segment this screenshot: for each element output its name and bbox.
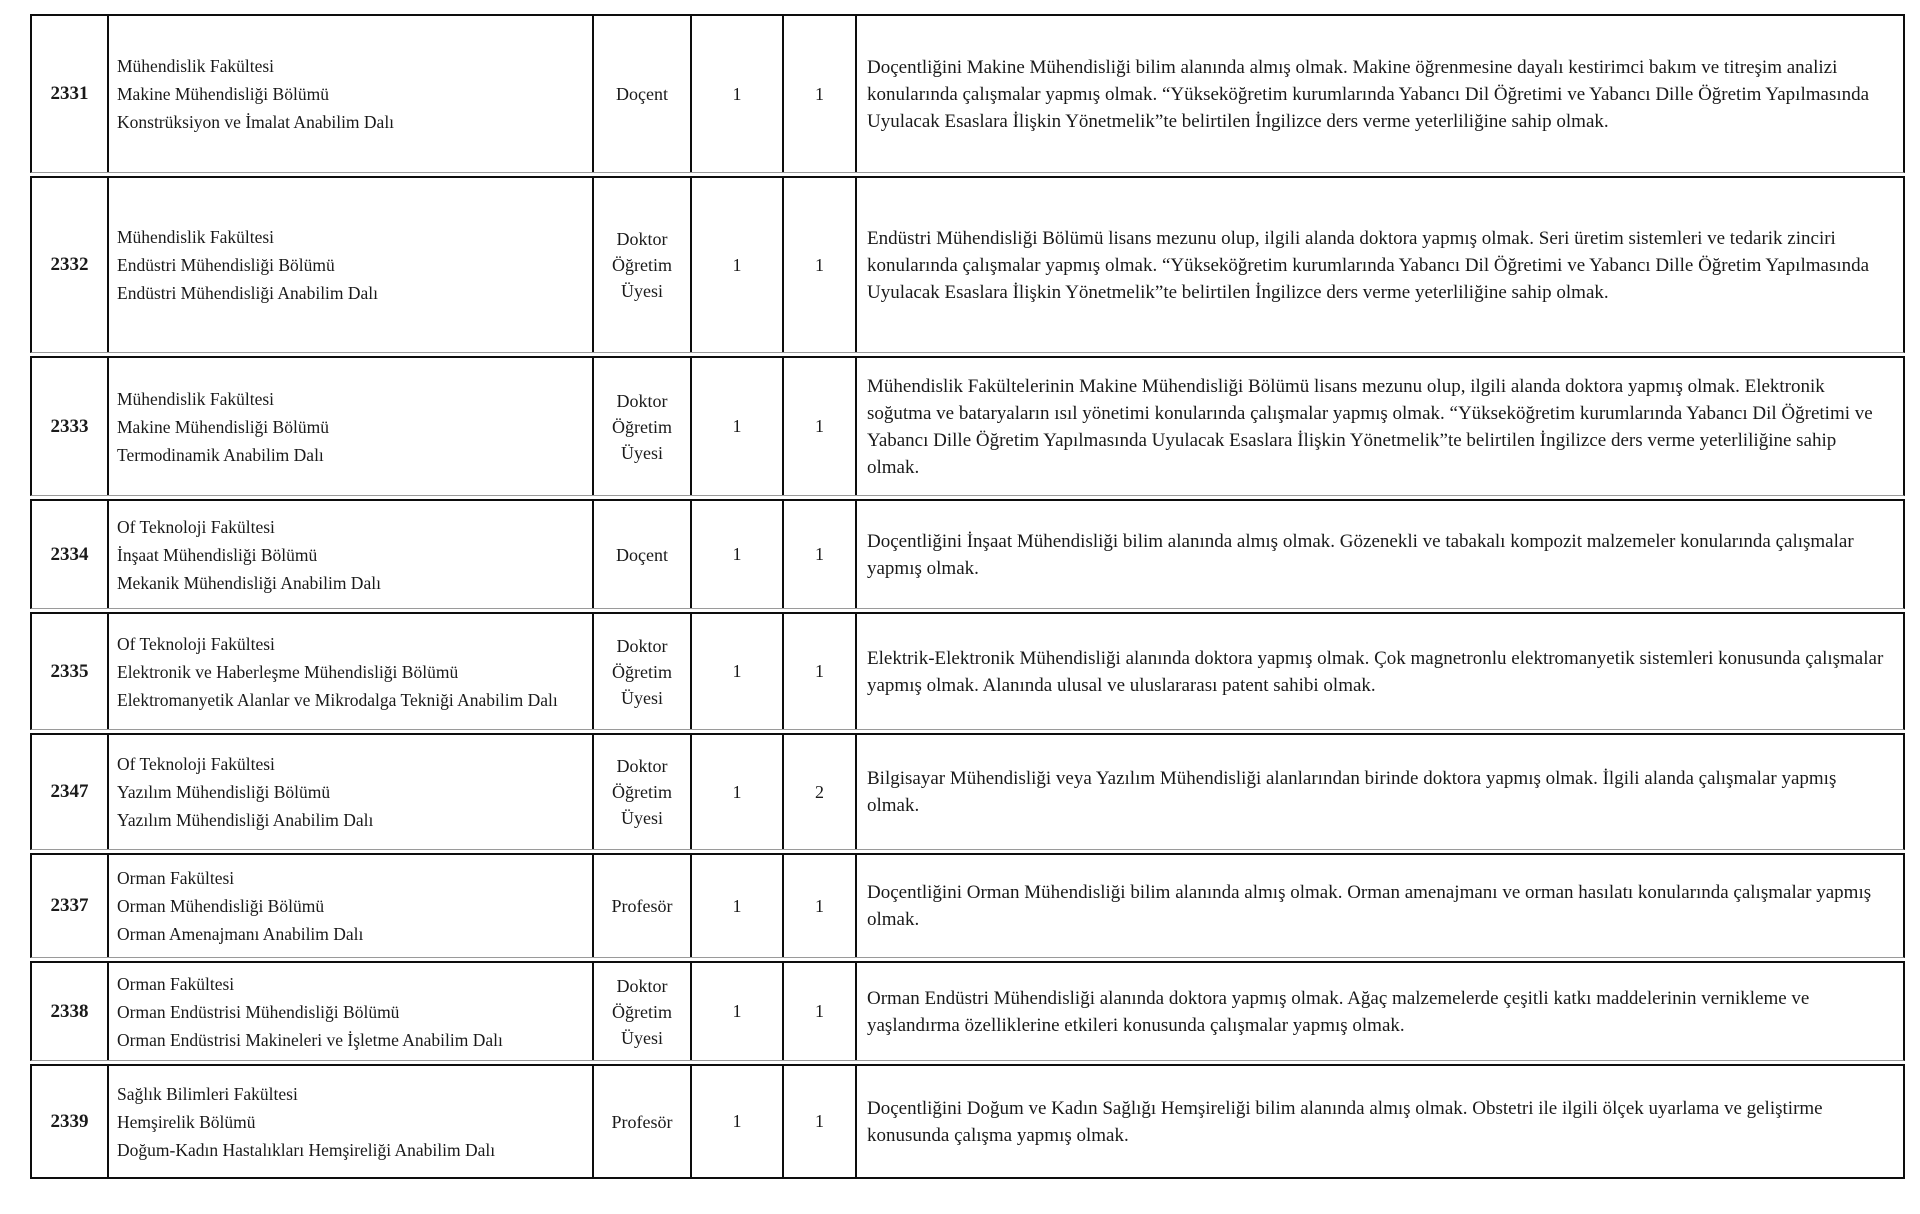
requirements-text: Bilgisayar Mühendisliği veya Yazılım Mühendisliği alanlarından birinde doktora yapmış olmak. İlgili alanda çalışmalar yapmış olmak. (855, 735, 1903, 849)
table-row (30, 612, 1905, 730)
department-name: Orman Mühendisliği Bölümü (117, 896, 325, 916)
number-cell-1: 1 (690, 855, 782, 957)
position-id: 2332 (50, 254, 89, 275)
unit-cell (107, 178, 592, 352)
department-name: Endüstri Mühendisliği Bölümü (117, 255, 335, 275)
number-cell-1: 1 (690, 178, 782, 352)
faculty-name: Of Teknoloji Fakültesi (117, 516, 275, 537)
number-cell-2: 1 (782, 1066, 855, 1177)
number-cell-2: 2 (782, 735, 855, 849)
table-row (30, 14, 1905, 173)
requirements-text: Elektrik-Elektronik Mühendisliği alanında doktora yapmış olmak. Çok magnetronlu elektromanyetik sistemleri konusunda çalışmalar yapmış olmak. Alanında ulusal ve uluslararası patent sahibi olmak. (855, 614, 1903, 729)
number-cell-2: 1 (782, 614, 855, 729)
requirements-text: Doçentliğini Makine Mühendisliği bilim alanında almış olmak. Makine öğrenmesine dayalı kestirimci bakım ve titreşim analizi konularında çalışmalar yapmış olmak. “Yükseköğretim kurumlarında Yabancı Dil Öğretimi ve Yabancı Dille Öğretim Yapılmasında Uyulacak Esaslara İlişkin Yönetmelik”te belirtilen İngilizce ders verme yeterliliğine sahip olmak. (855, 16, 1903, 172)
position-id: 2331 (50, 83, 89, 104)
position-id: 2338 (50, 1000, 89, 1022)
academic-title: Profesör (592, 855, 690, 957)
program-name: Doğum-Kadın Hastalıkları Hemşireliği Anabilim Dalı (117, 1139, 496, 1160)
unit-cell (107, 614, 592, 729)
number-cell-1: 1 (690, 1066, 782, 1177)
number-cell-1: 1 (690, 735, 782, 849)
faculty-name: Mühendislik Fakültesi (117, 227, 275, 247)
table-row (30, 733, 1905, 850)
academic-title: Doktor Öğretim Üyesi (592, 735, 690, 849)
position-id: 2335 (50, 660, 89, 682)
faculty-name: Mühendislik Fakültesi (117, 56, 275, 76)
program-name: Endüstri Mühendisliği Anabilim Dalı (117, 283, 379, 303)
program-name: Termodinamik Anabilim Dalı (117, 444, 324, 465)
faculty-name: Sağlık Bilimleri Fakültesi (117, 1083, 298, 1104)
number-cell-1: 1 (690, 501, 782, 608)
unit-cell (107, 855, 592, 957)
program-name: Yazılım Mühendisliği Anabilim Dalı (117, 810, 374, 830)
number-cell-2: 1 (782, 855, 855, 957)
number-cell-2: 1 (782, 963, 855, 1060)
position-id: 2337 (50, 895, 89, 916)
table-row (30, 176, 1905, 353)
academic-title: Doçent (592, 501, 690, 608)
number-cell-1: 1 (690, 963, 782, 1060)
faculty-name: Of Teknoloji Fakültesi (117, 754, 275, 774)
requirements-text: Doçentliğini Doğum ve Kadın Sağlığı Hemşireliği bilim alanında almış olmak. Obstetri ile ilgili ölçek uyarlama ve geliştirme konusunda çalışma yapmış olmak. (855, 1066, 1903, 1177)
unit-cell (107, 735, 592, 849)
department-name: İnşaat Mühendisliği Bölümü (117, 544, 318, 565)
position-id: 2347 (50, 781, 89, 802)
program-name: Elektromanyetik Alanlar ve Mikrodalga Tekniği Anabilim Dalı (117, 689, 558, 710)
unit-cell (107, 963, 592, 1060)
requirements-text: Mühendislik Fakültelerinin Makine Mühendisliği Bölümü lisans mezunu olup, ilgili alanda doktora yapmış olmak. Elektronik soğutma ve bataryaların ısıl yönetimi konularında çalışmalar yapmış olmak. “Yükseköğretim kurumlarında Yabancı Dil Öğretimi ve Yabancı Dille Öğretim Yapılmasında Uyulacak Esaslara İlişkin Yönetmelik”te belirtilen İngilizce ders verme yeterliliğine sahip olmak. (855, 358, 1903, 495)
unit-cell (107, 501, 592, 608)
requirements-text: Endüstri Mühendisliği Bölümü lisans mezunu olup, ilgili alanda doktora yapmış olmak. Seri üretim sistemleri ve tedarik zinciri konularında çalışmalar yapmış olmak. “Yükseköğretim kurumlarında Yabancı Dil Öğretimi ve Yabancı Dille Öğretim Yapılmasında Uyulacak Esaslara İlişkin Yönetmelik”te belirtilen İngilizce ders verme yeterliliğine sahip olmak. (855, 178, 1903, 352)
faculty-name: Mühendislik Fakültesi (117, 388, 275, 409)
table-row (30, 853, 1905, 958)
requirements-text: Orman Endüstri Mühendisliği alanında doktora yapmış olmak. Ağaç malzemelerde çeşitli katkı maddelerinin vernikleme ve yaşlandırma özelliklerine etkileri konusunda çalışmalar yapmış olmak. (855, 963, 1903, 1060)
program-name: Konstrüksiyon ve İmalat Anabilim Dalı (117, 112, 395, 132)
program-name: Mekanik Mühendisliği Anabilim Dalı (117, 572, 381, 593)
unit-cell (107, 358, 592, 495)
academic-title: Profesör (592, 1066, 690, 1177)
position-id: 2334 (50, 543, 89, 565)
table-row (30, 356, 1905, 496)
academic-title: Doktor Öğretim Üyesi (592, 614, 690, 729)
program-name: Orman Amenajmanı Anabilim Dalı (117, 924, 364, 944)
position-id: 2339 (50, 1110, 89, 1132)
department-name: Yazılım Mühendisliği Bölümü (117, 782, 331, 802)
unit-cell (107, 1066, 592, 1177)
table-row (30, 961, 1905, 1061)
department-name: Makine Mühendisliği Bölümü (117, 416, 329, 437)
number-cell-1: 1 (690, 614, 782, 729)
number-cell-2: 1 (782, 178, 855, 352)
academic-title: Doktor Öğretim Üyesi (592, 963, 690, 1060)
department-name: Makine Mühendisliği Bölümü (117, 84, 329, 104)
number-cell-2: 1 (782, 358, 855, 495)
number-cell-2: 1 (782, 501, 855, 608)
department-name: Elektronik ve Haberleşme Mühendisliği Bölümü (117, 661, 459, 682)
number-cell-2: 1 (782, 16, 855, 172)
academic-title: Doktor Öğretim Üyesi (592, 178, 690, 352)
announcement-table (30, 14, 1905, 1179)
table-row (30, 1064, 1905, 1179)
academic-title: Doçent (592, 16, 690, 172)
number-cell-1: 1 (690, 16, 782, 172)
academic-title: Doktor Öğretim Üyesi (592, 358, 690, 495)
department-name: Hemşirelik Bölümü (117, 1111, 256, 1132)
position-id: 2333 (50, 415, 89, 437)
table-row (30, 499, 1905, 609)
number-cell-1: 1 (690, 358, 782, 495)
faculty-name: Orman Fakültesi (117, 868, 235, 888)
program-name: Orman Endüstrisi Makineleri ve İşletme Anabilim Dalı (117, 1029, 503, 1050)
requirements-text: Doçentliğini Orman Mühendisliği bilim alanında almış olmak. Orman amenajmanı ve orman hasılatı konularında çalışmalar yapmış olmak. (855, 855, 1903, 957)
requirements-text: Doçentliğini İnşaat Mühendisliği bilim alanında almış olmak. Gözenekli ve tabakalı kompozit malzemeler konularında çalışmalar yapmış olmak. (855, 501, 1903, 608)
department-name: Orman Endüstrisi Mühendisliği Bölümü (117, 1001, 400, 1022)
faculty-name: Of Teknoloji Fakültesi (117, 633, 275, 654)
unit-cell (107, 16, 592, 172)
faculty-name: Orman Fakültesi (117, 973, 235, 994)
